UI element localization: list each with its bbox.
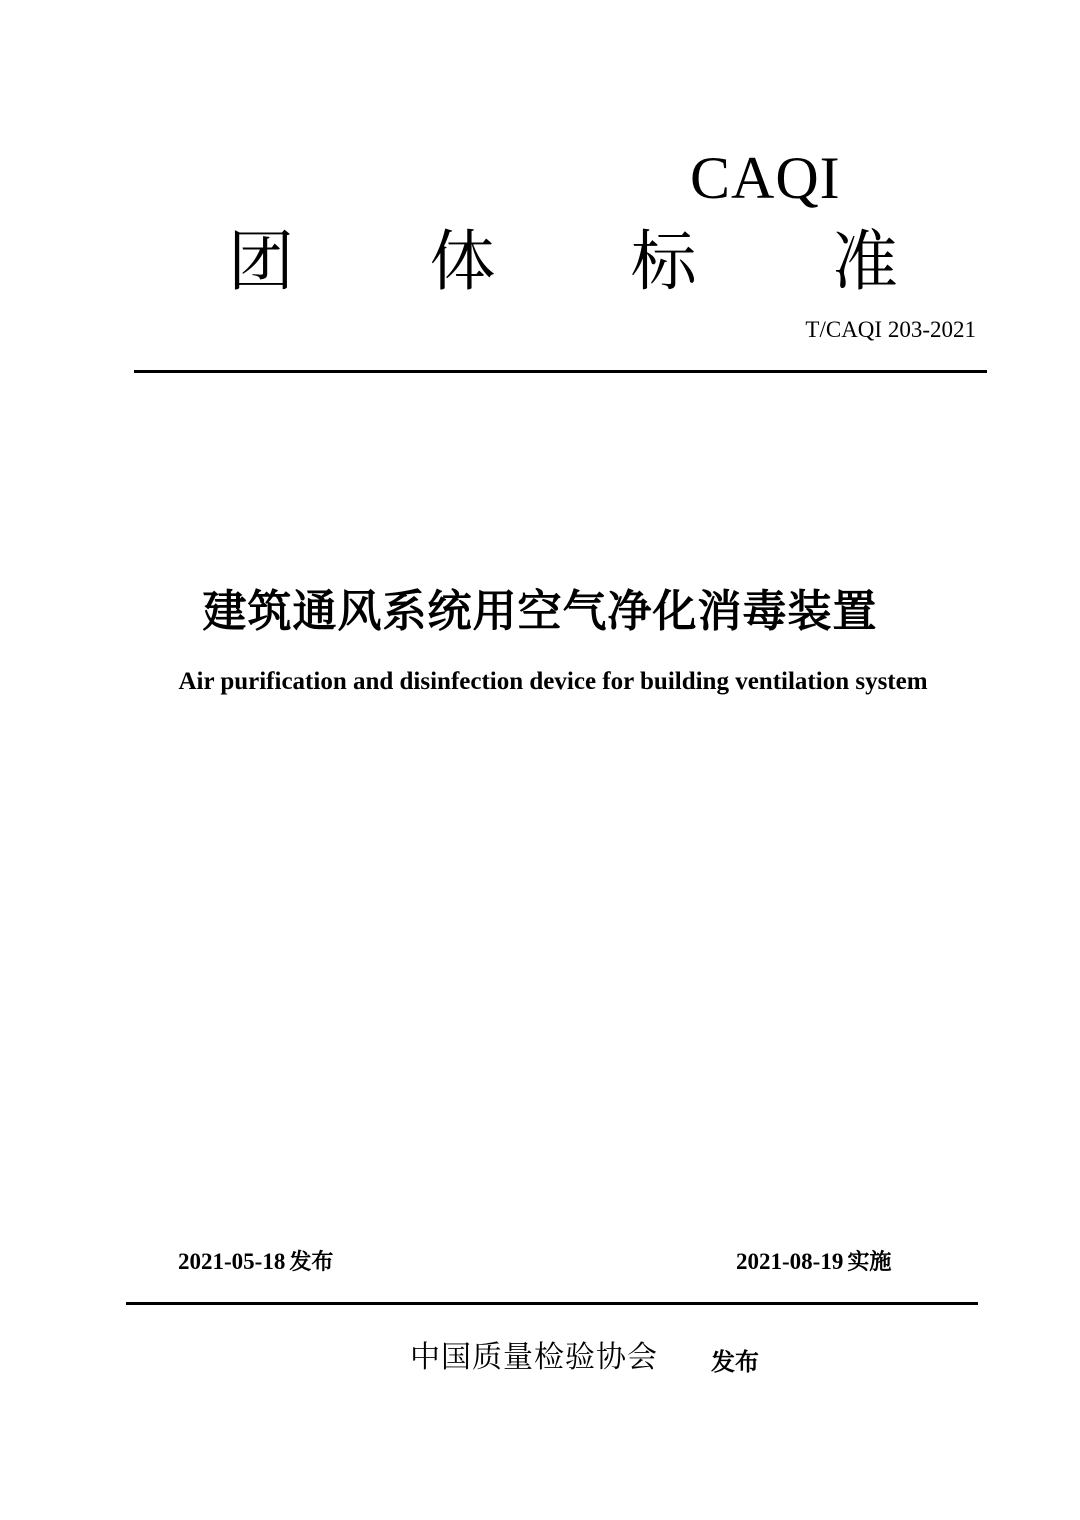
title-chinese: 建筑通风系统用空气净化消毒装置 (202, 586, 878, 637)
implement-label: 实施 (847, 1250, 892, 1275)
implement-date: 2021-08-19 (736, 1249, 844, 1274)
publisher-name: 中国质量检验协会 (410, 1340, 658, 1375)
bottom-divider (126, 1302, 978, 1305)
standard-type-heading (228, 222, 898, 302)
standard-type-char: 体 (429, 223, 496, 300)
issue-date-line (178, 1244, 438, 1281)
publish-label: 发布 (711, 1348, 759, 1376)
standard-number: T/CAQI 203-2021 (805, 317, 976, 342)
title-english: Air purification and disinfection device for building ventilation system (178, 668, 928, 695)
top-divider (134, 370, 987, 373)
issue-date: 2021-05-18 (178, 1249, 286, 1274)
standard-type-char: 团 (228, 223, 294, 300)
org-code: CAQI (690, 145, 841, 211)
standard-type-char: 标 (630, 223, 697, 300)
standard-type-char: 准 (831, 223, 898, 300)
issue-label: 发布 (289, 1250, 334, 1275)
implement-date-line (736, 1244, 996, 1281)
